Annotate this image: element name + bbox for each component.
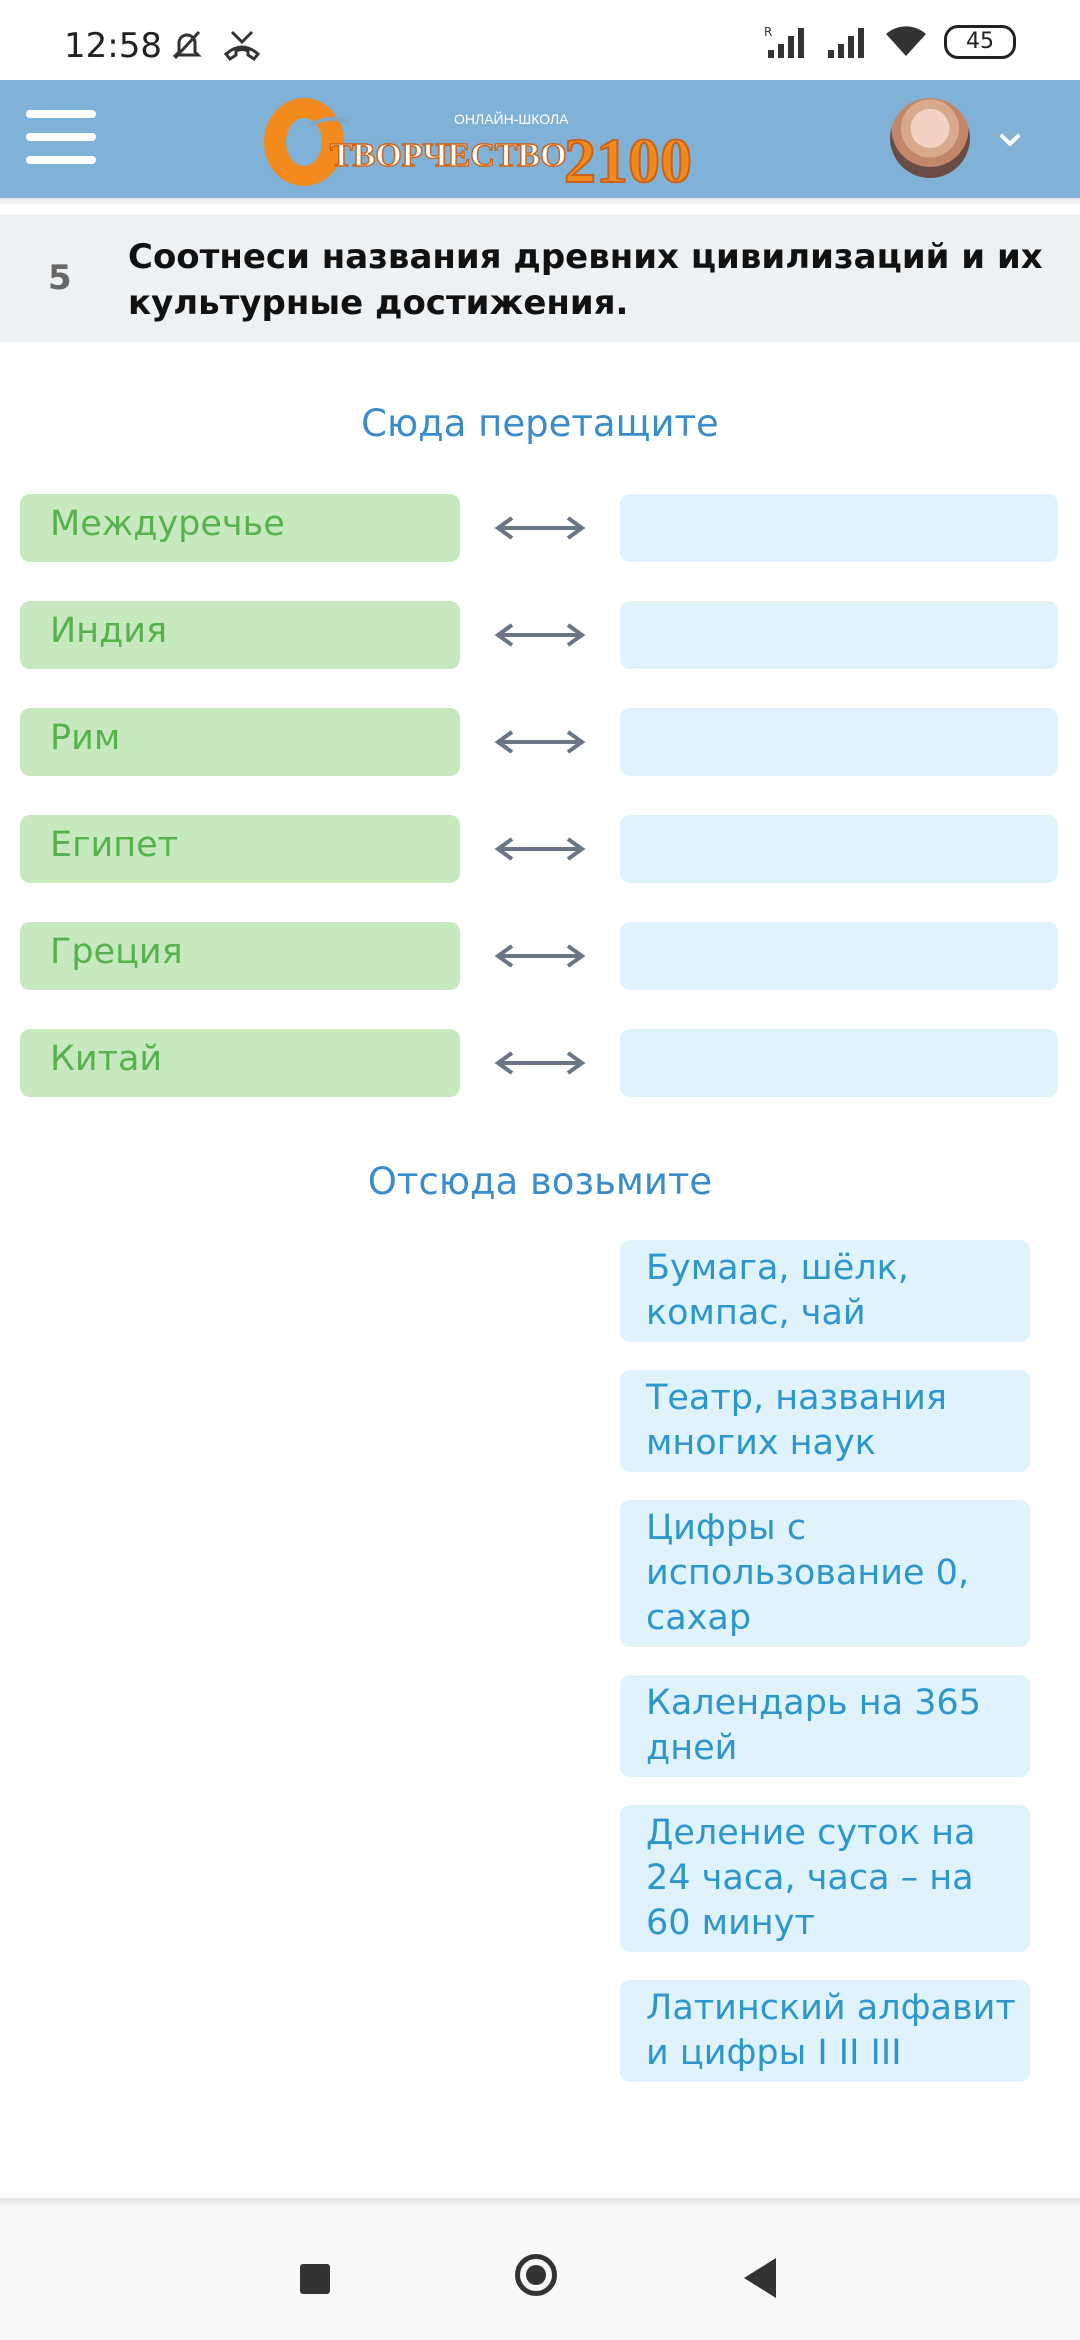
user-avatar[interactable]	[890, 98, 970, 178]
logo-text: ТВОРЧЕСТВО	[330, 137, 567, 174]
status-right-icons	[764, 24, 1016, 60]
signal-r-icon	[764, 24, 808, 60]
civilization-label: Индия	[20, 601, 460, 669]
signal-icon	[824, 24, 868, 60]
double-arrow-icon	[490, 940, 590, 972]
question-text: Соотнеси названия древних цивилизаций и их культурные достижения.	[128, 237, 1043, 323]
civilization-label: Китай	[20, 1029, 460, 1097]
mute-bell-icon	[170, 28, 204, 62]
hamburger-menu-icon[interactable]	[26, 110, 96, 166]
header-divider	[0, 198, 1080, 206]
missed-call-icon	[222, 28, 262, 62]
answer-card[interactable]: Календарь на 365 дней	[620, 1675, 1030, 1777]
double-arrow-icon	[490, 512, 590, 544]
app-header	[0, 80, 1080, 198]
answer-card[interactable]: Бумага, шёлк, компас, чай	[620, 1240, 1030, 1342]
logo-number: 2100	[564, 125, 692, 194]
drop-zone[interactable]	[620, 494, 1058, 562]
drop-zone[interactable]	[620, 1029, 1058, 1097]
match-row	[20, 494, 1058, 562]
drop-section-title: Сюда перетащите	[361, 402, 719, 445]
drop-zone[interactable]	[620, 922, 1058, 990]
answer-card[interactable]: Деление суток на 24 часа, часа – на 60 минут	[620, 1805, 1030, 1952]
double-arrow-icon	[490, 1047, 590, 1079]
match-row	[20, 922, 1058, 990]
civilization-label: Египет	[20, 815, 460, 883]
answer-card[interactable]: Цифры с использование 0, сахар	[620, 1500, 1030, 1647]
civilization-label: Греция	[20, 922, 460, 990]
status-time: 12:58	[64, 26, 162, 66]
double-arrow-icon	[490, 619, 590, 651]
question-box	[0, 214, 1080, 342]
system-nav-bar	[0, 2208, 1080, 2340]
double-arrow-icon	[490, 726, 590, 758]
status-bar	[0, 0, 1080, 80]
drop-zone[interactable]	[620, 708, 1058, 776]
drop-zone[interactable]	[620, 601, 1058, 669]
answer-card[interactable]: Театр, названия многих наук	[620, 1370, 1030, 1472]
chevron-down-icon[interactable]	[990, 120, 1030, 160]
battery-icon: 45	[944, 25, 1016, 59]
logo[interactable]	[264, 86, 734, 194]
match-row	[20, 708, 1058, 776]
wifi-icon	[884, 24, 928, 60]
nav-divider	[0, 2198, 1080, 2208]
recents-square-icon[interactable]	[300, 2264, 330, 2294]
logo-small-text: ОНЛАЙН-ШКОЛА	[454, 111, 569, 127]
question-number: 5	[48, 258, 72, 298]
civilization-label: Рим	[20, 708, 460, 776]
drop-zone[interactable]	[620, 815, 1058, 883]
double-arrow-icon	[490, 833, 590, 865]
match-row	[20, 1029, 1058, 1097]
answer-card[interactable]: Латинский алфавит и цифры I II III	[620, 1980, 1030, 2082]
svg-text:R: R	[764, 25, 773, 39]
back-triangle-icon[interactable]	[744, 2258, 776, 2298]
status-left-icons	[170, 28, 262, 62]
match-row	[20, 601, 1058, 669]
home-circle-icon[interactable]	[515, 2254, 557, 2296]
match-row	[20, 815, 1058, 883]
source-section-title: Отсюда возьмите	[367, 1160, 713, 1203]
civilization-label: Междуречье	[20, 494, 460, 562]
